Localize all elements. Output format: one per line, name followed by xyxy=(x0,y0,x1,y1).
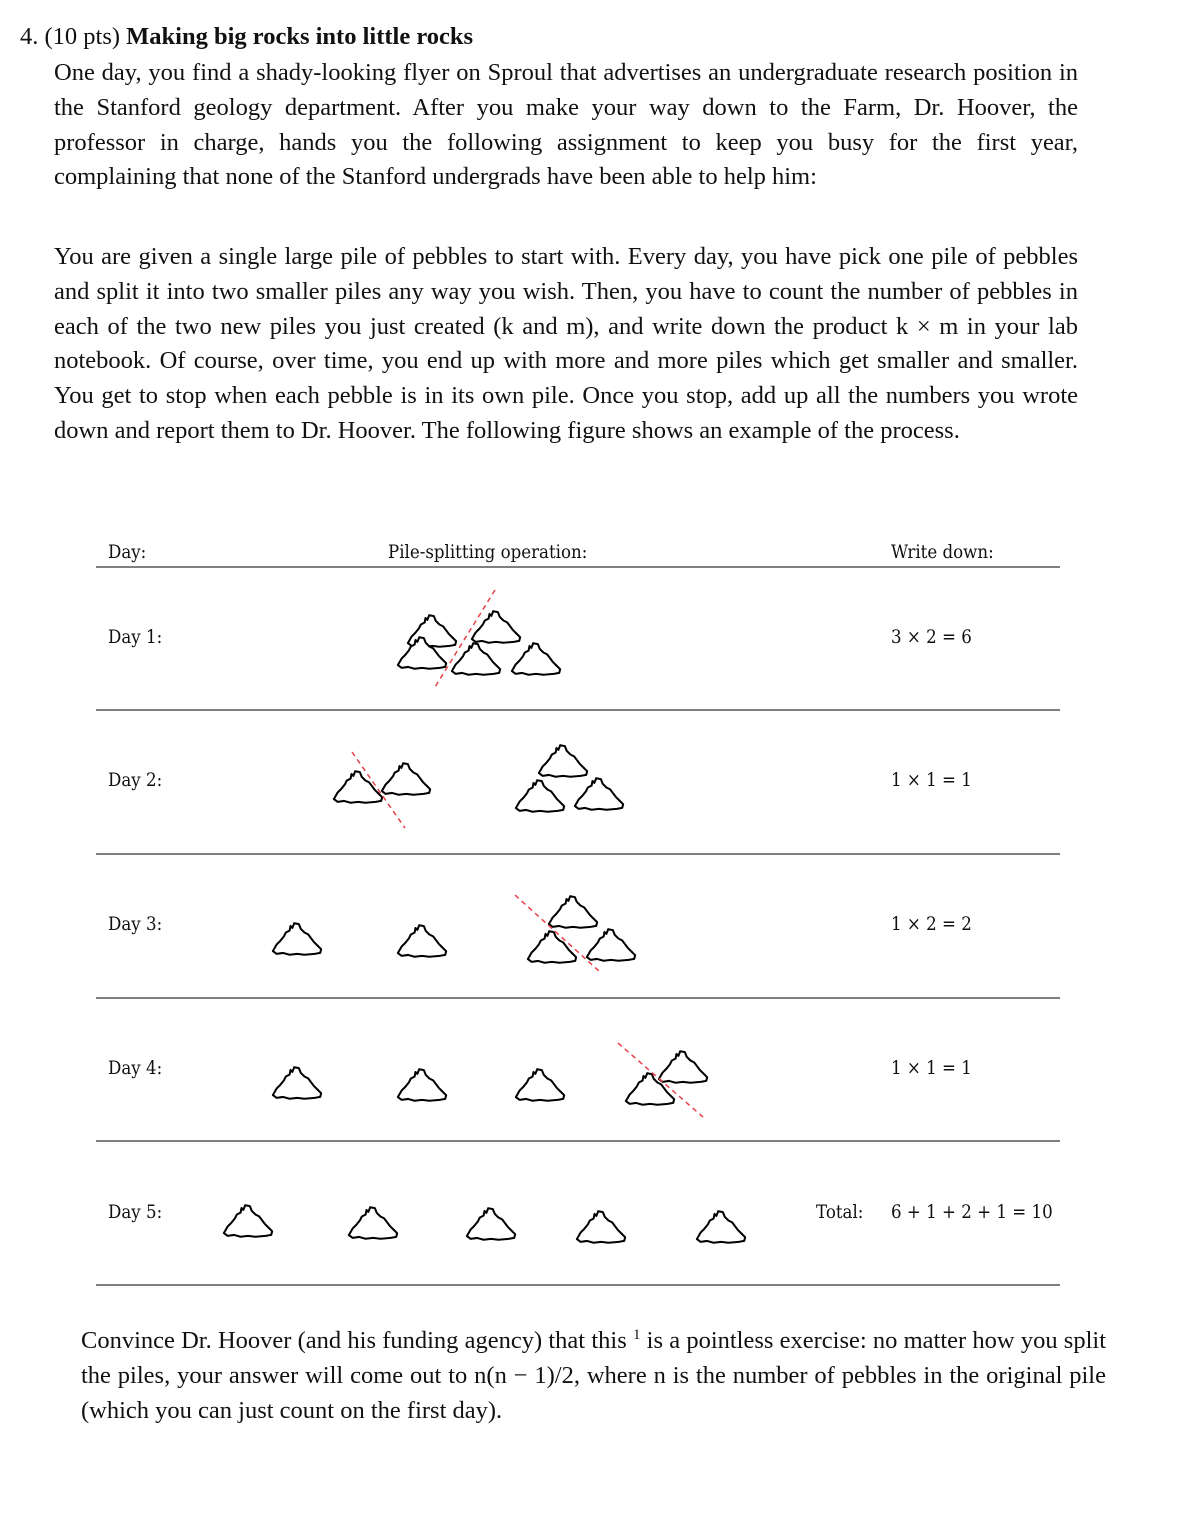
day-label: Day 5: xyxy=(108,1202,163,1223)
closing-text-end: is a pointless exercise: no matter how you split the piles, your answer will come out to n(n − 1)/2, where n is the number of pebbles in the original pile (which you can just count on the first day). xyxy=(81,1327,1107,1424)
pebble-pile xyxy=(398,1069,446,1101)
pebble-pile xyxy=(697,1211,745,1243)
pebble-pile xyxy=(512,643,560,675)
footnote-marker[interactable]: 1 xyxy=(632,1327,641,1343)
write-down-value: 1 × 2 = 2 xyxy=(891,914,972,935)
pebble-pile xyxy=(575,778,623,810)
pebble-pile xyxy=(398,925,446,957)
day-label: Day 3: xyxy=(108,914,163,935)
paragraph-rules: You are given a single large pile of pebbles to start with. Every day, you have pick one pile of pebbles and split it into two smaller piles any way you wish. Then, you have to count the number of pebbles in each of the two new piles you just created (k and m), and write down the product k × m in your lab notebook. Of course, over time, you end up with more and more piles which get smaller and smaller. You get to stop when each pebble is in its own pile. Once you stop, add up all the numbers you wrote down and report them to Dr. Hoover. The following figure shows an example of the process. xyxy=(54,243,1078,444)
pebble-pile xyxy=(516,780,564,812)
pebble-pile xyxy=(334,771,382,803)
problem-title: Making big rocks into little rocks xyxy=(126,23,474,50)
closing-text-start: Convince Dr. Hoover (and his funding agency) that this xyxy=(81,1327,633,1355)
pebble-pile xyxy=(587,929,635,961)
write-down-value: 3 × 2 = 6 xyxy=(891,627,972,648)
day-label: Day 4: xyxy=(108,1058,163,1079)
day2-pebbles xyxy=(334,745,623,812)
pebble-pile xyxy=(452,643,500,675)
total-value: 6 + 1 + 2 + 1 = 10 xyxy=(891,1202,1053,1223)
pebble-pile xyxy=(516,1069,564,1101)
problem-number: 4. xyxy=(20,23,39,50)
pebble-pile xyxy=(382,763,430,795)
write-down-value: 1 × 1 = 1 xyxy=(891,1058,972,1079)
pebble-pile xyxy=(273,923,321,955)
pebble-pile xyxy=(224,1205,272,1237)
pebble-pile xyxy=(467,1208,515,1240)
day-label: Day 2: xyxy=(108,770,163,791)
pebble-pile xyxy=(528,931,576,963)
day3-pebbles xyxy=(273,896,635,963)
pebble-pile xyxy=(577,1211,625,1243)
pebble-pile xyxy=(349,1207,397,1239)
write-down-value: 1 × 1 = 1 xyxy=(891,770,972,791)
day5-pebbles xyxy=(224,1205,745,1243)
problem-points: (10 pts) xyxy=(44,23,121,50)
day-label: Day 1: xyxy=(108,627,163,648)
closing-paragraph xyxy=(81,1318,1106,1429)
day1-pebbles xyxy=(398,611,560,675)
header-operation: Pile-splitting operation: xyxy=(388,542,588,563)
header-write-down: Write down: xyxy=(891,542,994,563)
header-day: Day: xyxy=(108,542,147,563)
pebble-pile xyxy=(549,896,597,928)
day4-pebbles xyxy=(273,1051,707,1105)
pebble-pile xyxy=(539,745,587,777)
total-label: Total: xyxy=(816,1202,864,1223)
pebble-pile xyxy=(659,1051,707,1083)
paragraph-intro: One day, you find a shady-looking flyer on Sproul that advertises an undergraduate research position in the Stanford geology department. After you make your way down to the Farm, Dr. Hoover, the professor in charge, hands you the following assignment to keep you busy for the first year, complaining that none of the Stanford undergrads have been able to help him: xyxy=(54,59,1078,191)
pebble-pile xyxy=(273,1067,321,1099)
